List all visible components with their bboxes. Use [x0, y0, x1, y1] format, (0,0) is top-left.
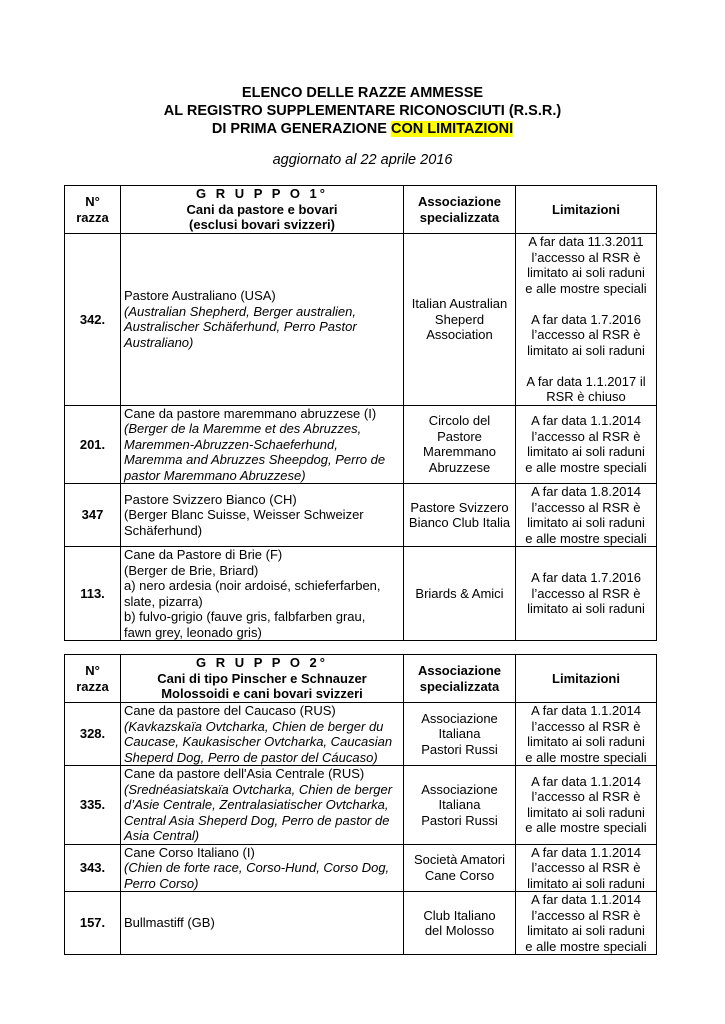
limitation-line: e alle mostre speciali — [525, 938, 647, 954]
limitation-line: e alle mostre speciali — [525, 530, 647, 546]
breed-name — [121, 547, 404, 641]
limitation-line: limitato ai soli raduni — [527, 923, 645, 938]
breed-number: 328. — [65, 703, 121, 766]
breed-alt-names-line: Central Asia Sheperd Dog, Perro de pastor de — [124, 812, 390, 828]
breed-name — [121, 892, 404, 955]
document-title-line-3 — [0, 120, 725, 138]
table-row — [65, 234, 657, 406]
table-row — [65, 547, 657, 641]
association-line: Briards & Amici — [415, 585, 504, 601]
association — [404, 234, 516, 406]
breed-name-line: Schäferhund) — [124, 522, 203, 538]
association-line: Bianco Club Italia — [408, 515, 511, 530]
association-line: Maremmano — [423, 444, 496, 460]
association — [404, 547, 516, 641]
limitation-line: limitato ai soli raduni — [527, 601, 645, 617]
breed-alt-names-line: (Australian Shepherd, Berger australien, — [124, 303, 356, 319]
association — [404, 766, 516, 845]
limitation-line: l’accesso al RSR è — [531, 499, 641, 515]
breed-name — [121, 405, 404, 484]
limitation-line: A far data 1.7.2016 — [531, 311, 641, 327]
association-line: Associazione — [421, 781, 498, 797]
association-line: Italiana — [438, 726, 481, 742]
breed-number: 347 — [65, 484, 121, 547]
limitations — [516, 892, 657, 955]
header-limitations: Limitazioni — [516, 655, 657, 703]
title-line-3-text: DI PRIMA GENERAZIONE — [211, 121, 391, 137]
table-row — [65, 484, 657, 547]
breed-alt-names-line: (Kavkazskaïa Ovtcharka, Chien de berger du — [124, 718, 384, 734]
breed-alt-names-line: pastor Maremmano Abruzzese) — [124, 467, 306, 483]
limitation-line: A far data 1.1.2014 — [531, 892, 641, 907]
limitation-line: A far data 1.1.2014 — [531, 413, 641, 429]
document-title-line-2: AL REGISTRO SUPPLEMENTARE RICONOSCIUTI (R.S.R.) — [163, 103, 562, 119]
limitation-line: e alle mostre speciali — [525, 280, 647, 296]
association-line: Pastore Svizzero — [410, 499, 509, 515]
association-line: Sheperd — [434, 311, 485, 327]
group-2-header: G R U P P O 2° Cani di tipo Pinscher e Schnauzer Molossoidi e cani bovari svizzeri — [121, 655, 404, 703]
limitations — [516, 844, 657, 892]
table-row — [65, 892, 657, 955]
limitation-line: A far data 1.7.2016 — [531, 570, 641, 586]
breed-name-line: (Berger Blanc Suisse, Weisser Schweizer — [124, 507, 364, 523]
limitation-line: l’accesso al RSR è — [531, 718, 641, 734]
header-association: Associazione specializzata — [404, 186, 516, 234]
association-line: Club Italiano — [423, 907, 496, 923]
breed-name-line: Cane da pastore del Caucaso (RUS) — [124, 703, 336, 718]
association-line: Italiana — [438, 797, 481, 812]
limitation-line: limitato ai soli raduni — [527, 875, 645, 891]
limitation-line: A far data 1.1.2014 — [531, 703, 641, 718]
limitation-line: A far data 1.8.2014 — [531, 484, 641, 499]
table-row — [65, 766, 657, 845]
association — [404, 703, 516, 766]
highlighted-limitations-text: CON LIMITAZIONI — [390, 121, 514, 137]
breed-name-line: Cane Corso Italiano (I) — [124, 844, 255, 860]
limitation-line: limitato ai soli raduni — [527, 804, 645, 820]
breed-number: 157. — [65, 892, 121, 955]
breed-alt-names-line: (Berger de la Maremme et des Abruzzes, — [124, 421, 362, 436]
breed-alt-names-line: Maremmen-Abruzzen-Schaeferhund, — [124, 436, 338, 452]
limitation-line: l’accesso al RSR è — [531, 249, 641, 265]
limitations — [516, 234, 657, 406]
group-2-name: G R U P P O 2° — [196, 655, 328, 671]
breed-name-line: (Berger de Brie, Briard) — [124, 562, 259, 578]
breed-name-line: Bullmastiff (GB) — [124, 915, 215, 931]
association-line: Pastore — [437, 428, 482, 444]
breed-name-line: b) fulvo-grigio (fauve gris, falbfarben grau, — [124, 609, 366, 624]
breed-name-line: Cane da Pastore di Brie (F) — [124, 547, 283, 562]
limitation-line: A far data 1.1.2017 il — [526, 373, 646, 389]
limitation-line: l’accesso al RSR è — [531, 428, 641, 444]
breed-alt-names-line: Asia Central) — [124, 828, 200, 843]
association-line: Società Amatori — [413, 852, 506, 868]
limitation-line: l’accesso al RSR è — [531, 789, 641, 805]
breed-name — [121, 766, 404, 845]
association-line: Associazione — [421, 710, 498, 726]
breed-alt-names-line: d’Asie Centrale, Zentralasiatischer Ovtcharka, — [124, 797, 389, 812]
breed-alt-names-line: Australischer Schäferhund, Perro Pastor — [124, 319, 357, 335]
group-2-table — [64, 654, 657, 955]
association-line: Pastori Russi — [421, 741, 498, 757]
header-association: Associazione specializzata — [404, 655, 516, 703]
association-line: Association — [426, 327, 493, 342]
limitation-line: e alle mostre speciali — [525, 749, 647, 765]
breed-name-line: Pastore Australiano (USA) — [124, 288, 276, 304]
group-1-name: G R U P P O 1° — [196, 186, 328, 202]
breed-alt-names-line: (Srednéasiatskaïa Ovtcharka, Chien de berger — [124, 781, 393, 797]
association-line: Pastori Russi — [421, 812, 498, 828]
breed-number: 113. — [65, 547, 121, 641]
breed-alt-names-line: Perro Corso) — [124, 875, 199, 891]
association-line: Italian Australian — [411, 296, 508, 311]
update-date: aggiornato al 22 aprile 2016 — [272, 152, 453, 168]
limitation-line: l’accesso al RSR è — [531, 585, 641, 601]
limitations — [516, 766, 657, 845]
breed-name-line: fawn grey, leonado gris) — [124, 624, 262, 640]
association — [404, 405, 516, 484]
breed-name — [121, 844, 404, 892]
limitation-line: RSR è chiuso — [546, 389, 626, 404]
limitation-line: A far data 1.1.2014 — [531, 844, 641, 860]
limitations — [516, 484, 657, 547]
limitations — [516, 405, 657, 484]
breed-name-line: Pastore Svizzero Bianco (CH) — [124, 491, 297, 507]
limitation-line: limitato ai soli raduni — [527, 515, 645, 530]
breed-name — [121, 703, 404, 766]
breed-name — [121, 484, 404, 547]
limitation-line: A far data 1.1.2014 — [531, 773, 641, 789]
limitation-line: limitato ai soli raduni — [527, 265, 645, 280]
group-1-header: G R U P P O 1° Cani da pastore e bovari (esclusi bovari svizzeri) — [121, 186, 404, 234]
header-limitations: Limitazioni — [516, 186, 657, 234]
breed-number: 343. — [65, 844, 121, 892]
document-title-line-1: ELENCO DELLE RAZZE AMMESSE — [241, 85, 484, 101]
breed-name-line: a) nero ardesia (noir ardoisé, schieferfarben, — [124, 578, 381, 593]
association-line: Cane Corso — [424, 867, 495, 883]
limitation-line: e alle mostre speciali — [525, 459, 647, 475]
table-row — [65, 405, 657, 484]
limitation-line: l’accesso al RSR è — [531, 860, 641, 875]
breed-number: 335. — [65, 766, 121, 845]
limitation-line: limitato ai soli raduni — [527, 342, 645, 358]
table-row — [65, 703, 657, 766]
limitation-line: l’accesso al RSR è — [531, 327, 641, 342]
limitations — [516, 703, 657, 766]
breed-alt-names-line: Australiano) — [124, 334, 194, 350]
limitation-line: limitato ai soli raduni — [527, 734, 645, 749]
association-line: Circolo del — [428, 413, 491, 429]
association — [404, 484, 516, 547]
limitation-line: e alle mostre speciali — [525, 820, 647, 836]
association — [404, 892, 516, 955]
header-breed-number: N° razza — [65, 186, 121, 234]
limitation-line: l’accesso al RSR è — [531, 907, 641, 923]
breed-name-line: slate, pizarra) — [124, 593, 203, 609]
breed-alt-names-line: Sheperd Dog, Perro de pastor del Cáucaso) — [124, 749, 378, 765]
association-line: Abruzzese — [428, 459, 491, 475]
breed-number: 342. — [65, 234, 121, 406]
association-line: del Molosso — [424, 923, 495, 938]
limitation-line: A far data 11.3.2011 — [528, 234, 644, 249]
breed-alt-names-line: Maremma and Abruzzes Sheepdog, Perro de — [124, 452, 386, 467]
association — [404, 844, 516, 892]
breed-alt-names-line: (Chien de forte race, Corso-Hund, Corso Dog, — [124, 860, 390, 875]
breed-name-line: Cane da pastore maremmano abruzzese (I) — [124, 405, 377, 421]
header-breed-number: N° razza — [65, 655, 121, 703]
breed-number: 201. — [65, 405, 121, 484]
limitations — [516, 547, 657, 641]
group-1-table — [64, 185, 657, 641]
limitation-line: limitato ai soli raduni — [527, 444, 645, 460]
breed-name-line: Cane da pastore dell'Asia Centrale (RUS) — [124, 766, 365, 781]
breed-alt-names-line: Caucase, Kaukasischer Ovtcharka, Caucasian — [124, 734, 393, 749]
breed-name — [121, 234, 404, 406]
table-row — [65, 844, 657, 892]
